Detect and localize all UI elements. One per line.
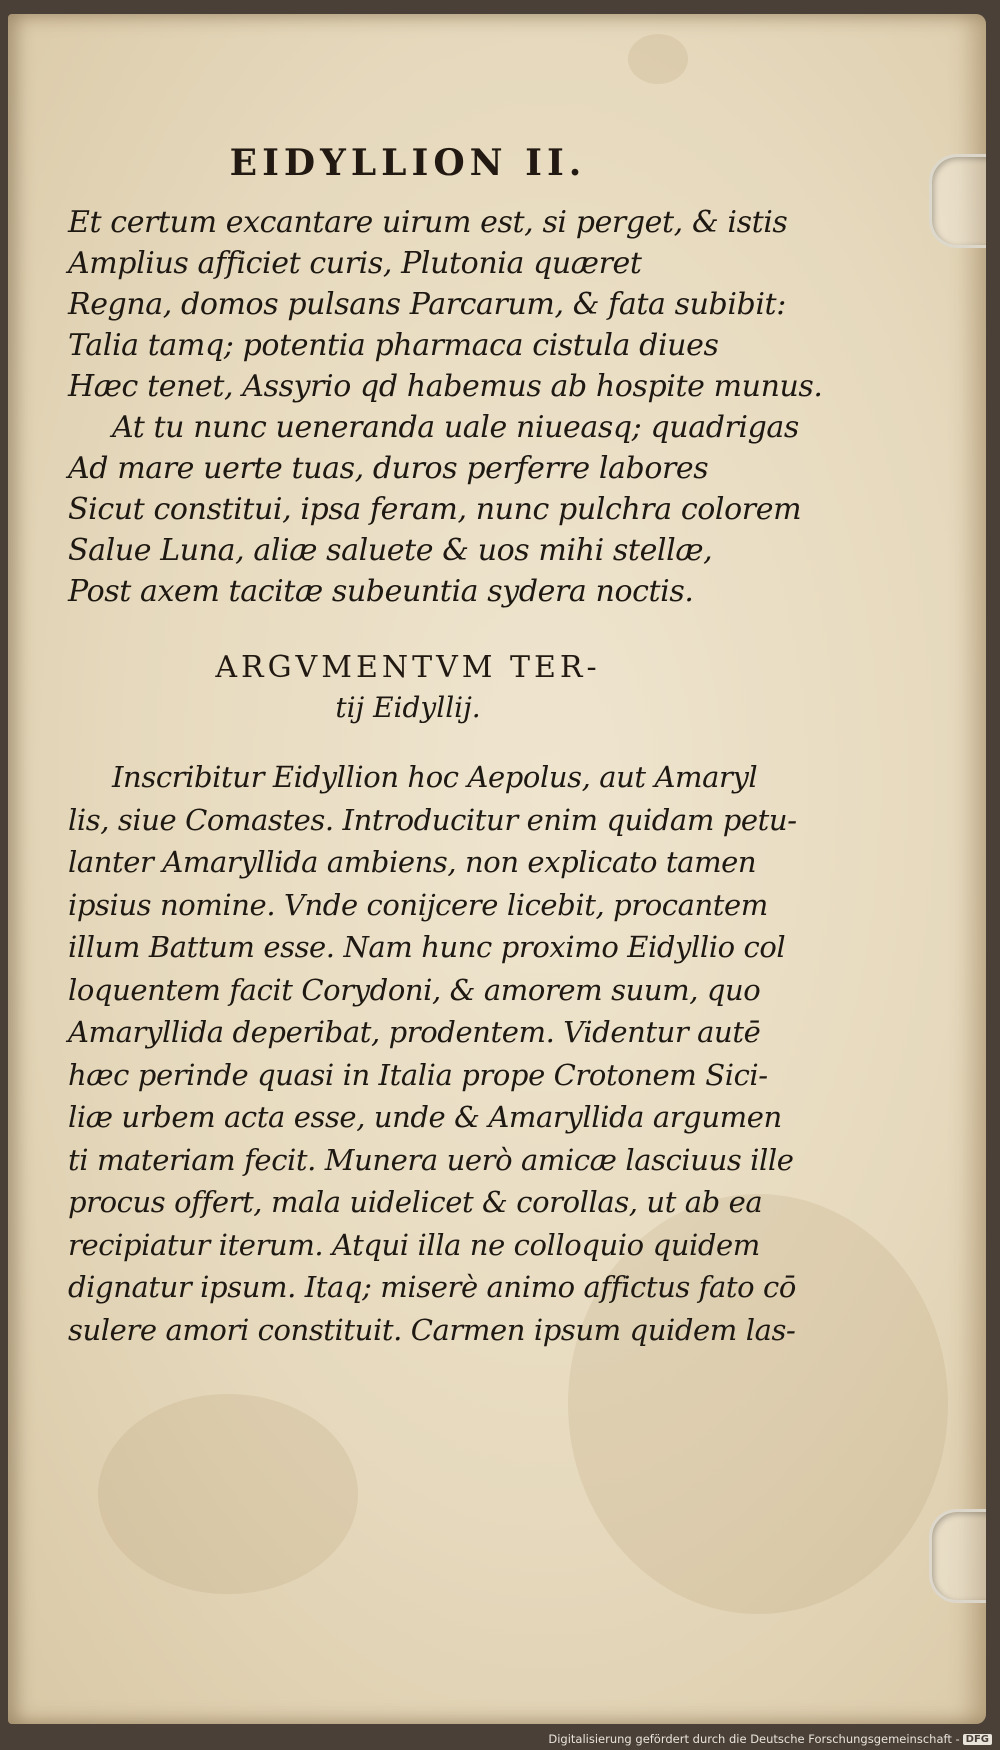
argument-line: liæ urbem acta esse, unde & Amaryllida argumen: [68, 1100, 782, 1134]
argument-subtitle: tij Eidyllij.: [335, 691, 481, 724]
poem-line: Regna, domos pulsans Parcarum, & fata subibit:: [68, 287, 786, 322]
credit-text: Digitalisierung gefördert durch die Deutsche Forschungsgemeinschaft -: [548, 1732, 960, 1746]
poem-line: Amplius afficiet curis, Plutonia quæret: [68, 246, 642, 281]
poem-line: Ad mare uerte tuas, duros perferre labores: [68, 451, 709, 486]
argument-line: procus offert, mala uidelicet & corollas, ut ab ea: [68, 1185, 763, 1219]
argument-line: illum Battum esse. Nam hunc proximo Eidyllio col: [68, 930, 786, 964]
argument-line: ipsius nomine. Vnde conijcere licebit, procantem: [68, 887, 768, 922]
poem-line: Et certum excantare uirum est, si perget, & istis: [68, 205, 788, 240]
argument-line: loquentem facit Corydoni, & amorem suum, quo: [68, 972, 761, 1007]
poem-block: [68, 202, 823, 612]
argument-line: sulere amori constituit. Carmen ipsum quidem las-: [68, 1312, 796, 1347]
argument-line: ti materiam fecit. Munera uerò amicæ lasciuus ille: [68, 1142, 794, 1177]
argument-text: [68, 756, 797, 1351]
book-page: [8, 14, 986, 1724]
argument-title: ARGVMENTVM TER-: [215, 650, 601, 685]
poem-line: Hæc tenet, Assyrio qd habemus ab hospite munus.: [68, 369, 823, 404]
poem-line: Sicut constitui, ipsa feram, nunc pulchra colorem: [68, 492, 802, 527]
paper-stain: [628, 34, 688, 84]
poem-line: At tu nunc ueneranda uale niueasq; quadrigas: [112, 410, 799, 445]
argument-line: recipiatur iterum. Atqui illa ne colloquio quidem: [68, 1227, 760, 1262]
dfg-logo: DFG: [963, 1734, 992, 1745]
argument-line: lis, siue Comastes. Introducitur enim quidam petu-: [68, 802, 797, 837]
page-clip-bottom: [929, 1509, 986, 1603]
poem-line: Post axem tacitæ subeuntia sydera noctis.: [68, 574, 694, 609]
page-heading: EIDYLLION II.: [229, 142, 587, 184]
poem-line: Salue Luna, aliæ saluete & uos mihi stellæ,: [68, 533, 713, 568]
argument-line: Amaryllida deperibat, prodentem. Videntur autē: [68, 1015, 761, 1049]
poem-line: Talia tamq; potentia pharmaca cistula diues: [68, 328, 719, 363]
argument-line: lanter Amaryllida ambiens, non explicato tamen: [68, 845, 757, 879]
argument-line: dignatur ipsum. Itaq; miserè animo affictus fato cō: [68, 1270, 796, 1304]
digitization-credit: [548, 1732, 992, 1746]
page-text: [68, 142, 823, 1351]
argument-line: Inscribitur Eidyllion hoc Aepolus, aut Amaryl: [112, 760, 758, 794]
argument-line: hæc perinde quasi in Italia prope Crotonem Sici-: [68, 1057, 768, 1092]
paper-stain: [98, 1394, 358, 1594]
page-clip-top: [929, 154, 986, 248]
